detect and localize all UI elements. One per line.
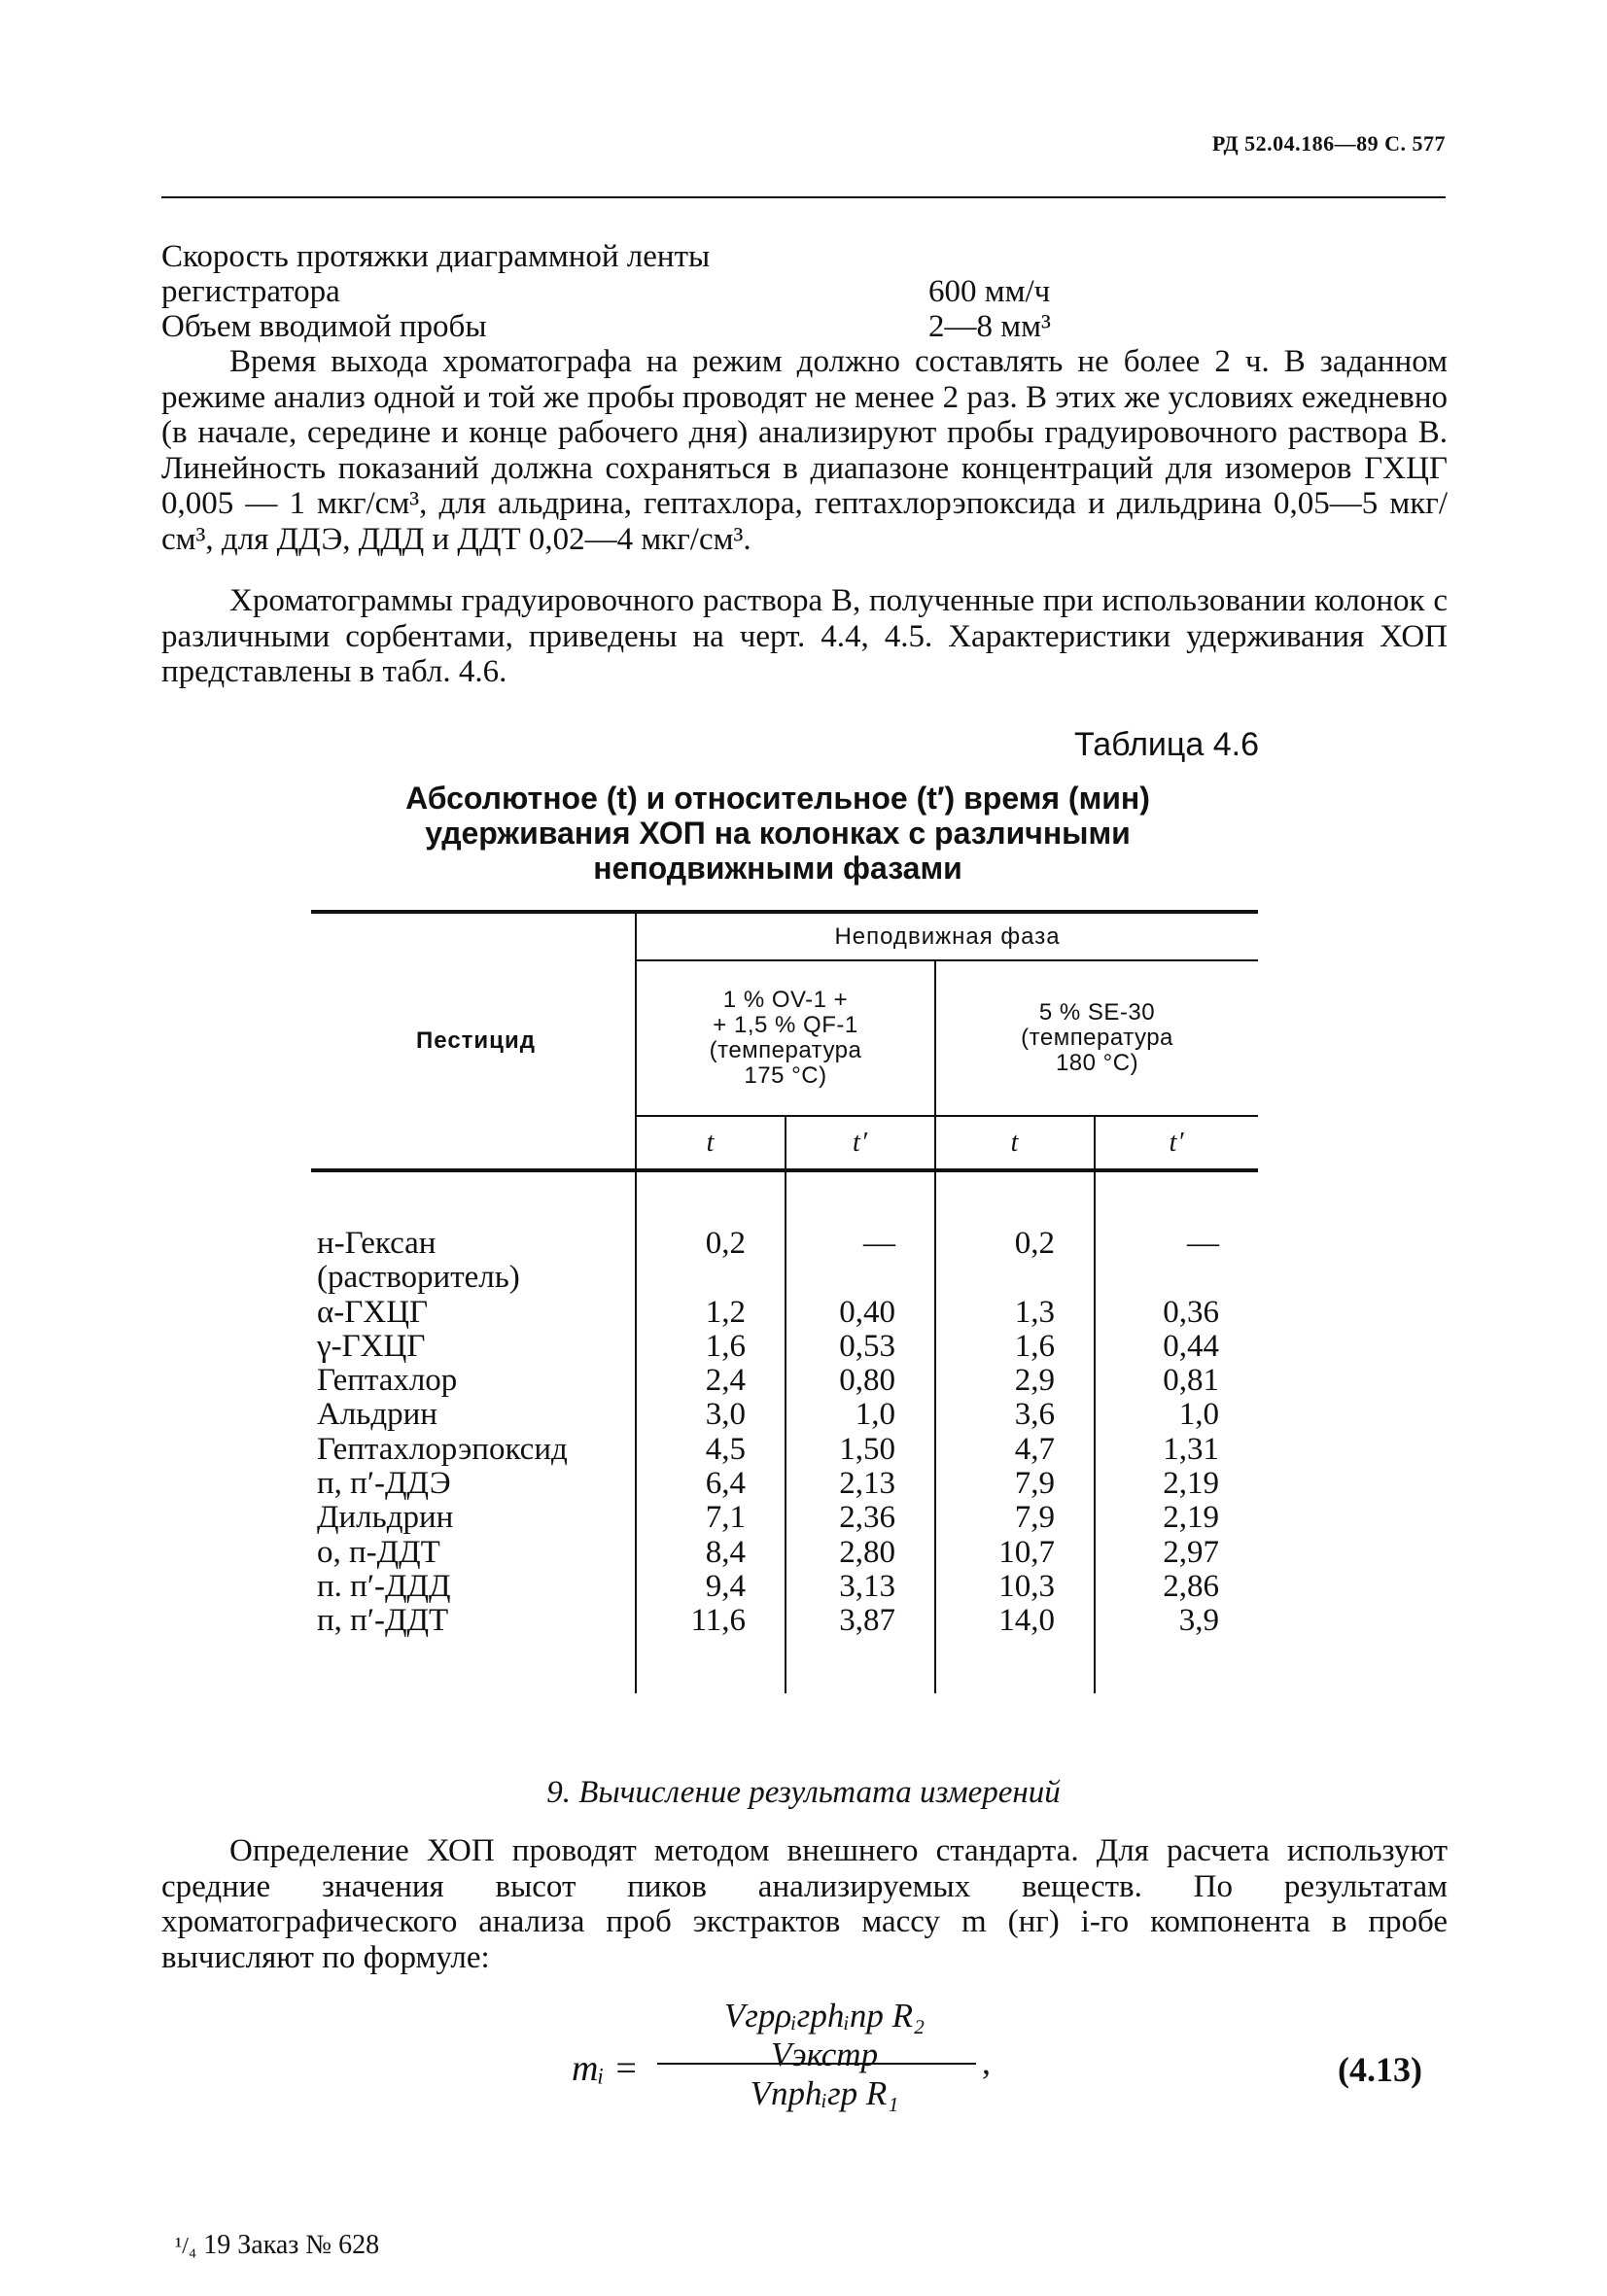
phase1-line: (температура [709, 1037, 862, 1063]
col-header-t: t [636, 1116, 786, 1170]
paragraph: Хроматограммы градуировочного раствора В, полученные при использовании колонок с различными сорбентами, приведены на черт. 4.4, 4.5. Характеристики удерживания ХОП представлены в табл. 4.6. [161, 583, 1448, 689]
cell-name: н-Гексан (растворитель) [311, 1227, 636, 1296]
cell-t1: 7,1 [636, 1501, 786, 1535]
cell-name: α-ГХЦГ [311, 1296, 636, 1330]
formula-number: (4.13) [1338, 2050, 1422, 2089]
retention-table [311, 910, 1258, 1693]
col-header-phase2 [935, 960, 1258, 1116]
table-row [311, 1330, 1258, 1364]
col-header-phase1 [636, 960, 935, 1116]
cell-r2: — [1187, 1226, 1220, 1261]
param-label: регистратора [161, 274, 340, 309]
table-row [311, 1296, 1258, 1330]
cell-t1: 11,6 [636, 1604, 786, 1638]
cell-r1: 3,13 [786, 1570, 935, 1604]
table-title-line: Абсолютное (t) и относительное (t′) время (мин) [405, 781, 1150, 816]
phase2-line: 180 °С) [1055, 1050, 1139, 1076]
cell-t2: 10,3 [935, 1570, 1095, 1604]
cell-name: п, п′-ДДЭ [311, 1467, 636, 1501]
table-title [311, 781, 1244, 886]
cell-r1: 0,80 [786, 1364, 935, 1398]
formula-denominator: Vпрhᵢгр R₁ [750, 2074, 899, 2112]
table-caption: Таблица 4.6 [1073, 726, 1259, 763]
cell-r1: — [786, 1227, 935, 1296]
cell-t2: 3,6 [935, 1398, 1095, 1432]
cell-r1: 2,36 [786, 1501, 935, 1535]
cell-t2: 7,9 [935, 1467, 1095, 1501]
cell-name: γ-ГХЦГ [311, 1330, 636, 1364]
cell-r2: 2,19 [1163, 1466, 1220, 1502]
table-row [311, 1536, 1258, 1570]
cell-r2: 1,31 [1163, 1431, 1220, 1467]
section-title: 9. Вычисление результата измерений [546, 1775, 1061, 1810]
table-row [311, 1433, 1258, 1467]
formula-comma: , [982, 2042, 991, 2081]
cell-t2: 4,7 [935, 1433, 1095, 1467]
cell-name: Альдрин [311, 1398, 636, 1432]
table-row [311, 1398, 1258, 1432]
cell-t1: 1,6 [636, 1330, 786, 1364]
cell-t1: 8,4 [636, 1536, 786, 1570]
col-header-pesticide: Пестицид [311, 912, 636, 1170]
cell-r2: 2,86 [1163, 1568, 1220, 1604]
phase2-line: (температура [1021, 1025, 1173, 1051]
cell-r1: 0,40 [786, 1296, 935, 1330]
cell-t2: 10,7 [935, 1536, 1095, 1570]
header-rule [161, 196, 1446, 198]
cell-r1: 1,0 [786, 1398, 935, 1432]
cell-t2: 0,2 [935, 1227, 1095, 1296]
cell-r2: 2,97 [1163, 1534, 1220, 1570]
footer-fraction: ¹/₄ [175, 2234, 197, 2259]
col-header-t-rel: t′ [786, 1116, 935, 1170]
fraction-bar [657, 2063, 976, 2065]
phase1-line: 175 °С) [744, 1062, 827, 1089]
cell-r2: 0,36 [1163, 1294, 1220, 1330]
param-value: 2—8 мм³ [928, 309, 1051, 344]
paragraph: Время выхода хроматографа на режим должно составлять не более 2 ч. В заданном режиме анализ одной и той же пробы проводят не менее 2 раз. В этих же условиях ежедневно (в начале, середине и конце рабочего дня) анализируют пробы градуировочного раствора В. Линейность показаний должна сохраняться в диапазоне концентраций для изомеров ГХЦГ 0,005 — 1 мкг/см³, для альдрина, гептахлора, гептахлорэпоксида и дильдрина 0,05—5 мкг/см³, для ДДЭ, ДДД и ДДТ 0,02—4 мкг/см³. [161, 344, 1448, 557]
col-header-t: t [935, 1116, 1095, 1170]
cell-r2: 2,19 [1163, 1500, 1220, 1536]
footer [175, 2230, 379, 2261]
param-value: 600 мм/ч [928, 274, 1051, 309]
cell-r1: 0,53 [786, 1330, 935, 1364]
cell-name: о, п-ДДТ [311, 1536, 636, 1570]
table-title-line: неподвижными фазами [593, 851, 962, 886]
cell-t1: 1,2 [636, 1296, 786, 1330]
cell-name: п. п′-ДДД [311, 1570, 636, 1604]
table-row [311, 1227, 1258, 1296]
col-header-t-rel: t′ [1095, 1116, 1258, 1170]
section-paragraph: Определение ХОП проводят методом внешнего стандарта. Для расчета используют средние значения высот пиков анализируемых веществ. По результатам хроматографического анализа проб экстрактов массу m (нг) i-го компонента в пробе вычисляют по формуле: [161, 1833, 1448, 1975]
cell-name: Гептахлор [311, 1364, 636, 1398]
table-row [311, 1364, 1258, 1398]
table-row [311, 1570, 1258, 1604]
param-label: Скорость протяжки диаграммной ленты [161, 239, 711, 274]
param-label: Объем вводимой пробы [161, 309, 487, 344]
formula-numerator: Vгрρᵢгрhᵢпр R₂ Vэкстр [723, 1997, 926, 2073]
cell-t1: 4,5 [636, 1433, 786, 1467]
cell-t1: 0,2 [636, 1227, 786, 1296]
cell-t2: 1,6 [935, 1330, 1095, 1364]
table-title-line: удерживания ХОП на колонках с различными [425, 816, 1131, 851]
cell-t2: 2,9 [935, 1364, 1095, 1398]
cell-t2: 7,9 [935, 1501, 1095, 1535]
table-row [311, 1604, 1258, 1638]
cell-r2: 3,9 [1178, 1603, 1220, 1639]
cell-r1: 1,50 [786, 1433, 935, 1467]
cell-t2: 14,0 [935, 1604, 1095, 1638]
cell-r2: 0,81 [1163, 1363, 1220, 1399]
table-row [311, 1501, 1258, 1535]
cell-t1: 3,0 [636, 1398, 786, 1432]
cell-r1: 2,80 [786, 1536, 935, 1570]
running-head: РД 52.04.186—89 С. 577 [1211, 131, 1446, 156]
cell-name: Дильдрин [311, 1501, 636, 1535]
cell-r1: 2,13 [786, 1467, 935, 1501]
cell-r2: 1,0 [1178, 1397, 1220, 1433]
phase1-line: 1 % OV-1 + [722, 987, 849, 1013]
footer-text: 19 Заказ № 628 [203, 2230, 380, 2260]
table-row [311, 1467, 1258, 1501]
cell-t1: 6,4 [636, 1467, 786, 1501]
cell-r2: 0,44 [1163, 1328, 1220, 1364]
cell-t1: 2,4 [636, 1364, 786, 1398]
phase1-line: + 1,5 % QF-1 [713, 1012, 858, 1038]
cell-r1: 3,87 [786, 1604, 935, 1638]
phase2-line: 5 % SE-30 [1038, 999, 1156, 1026]
formula-lhs: mᵢ = [572, 2048, 639, 2089]
col-header-phase: Неподвижная фаза [636, 912, 1258, 960]
cell-t2: 1,3 [935, 1296, 1095, 1330]
cell-t1: 9,4 [636, 1570, 786, 1604]
formula-4-13 [0, 1993, 1607, 2139]
cell-name: п, п′-ДДТ [311, 1604, 636, 1638]
cell-name: Гептахлорэпоксид [311, 1433, 636, 1467]
